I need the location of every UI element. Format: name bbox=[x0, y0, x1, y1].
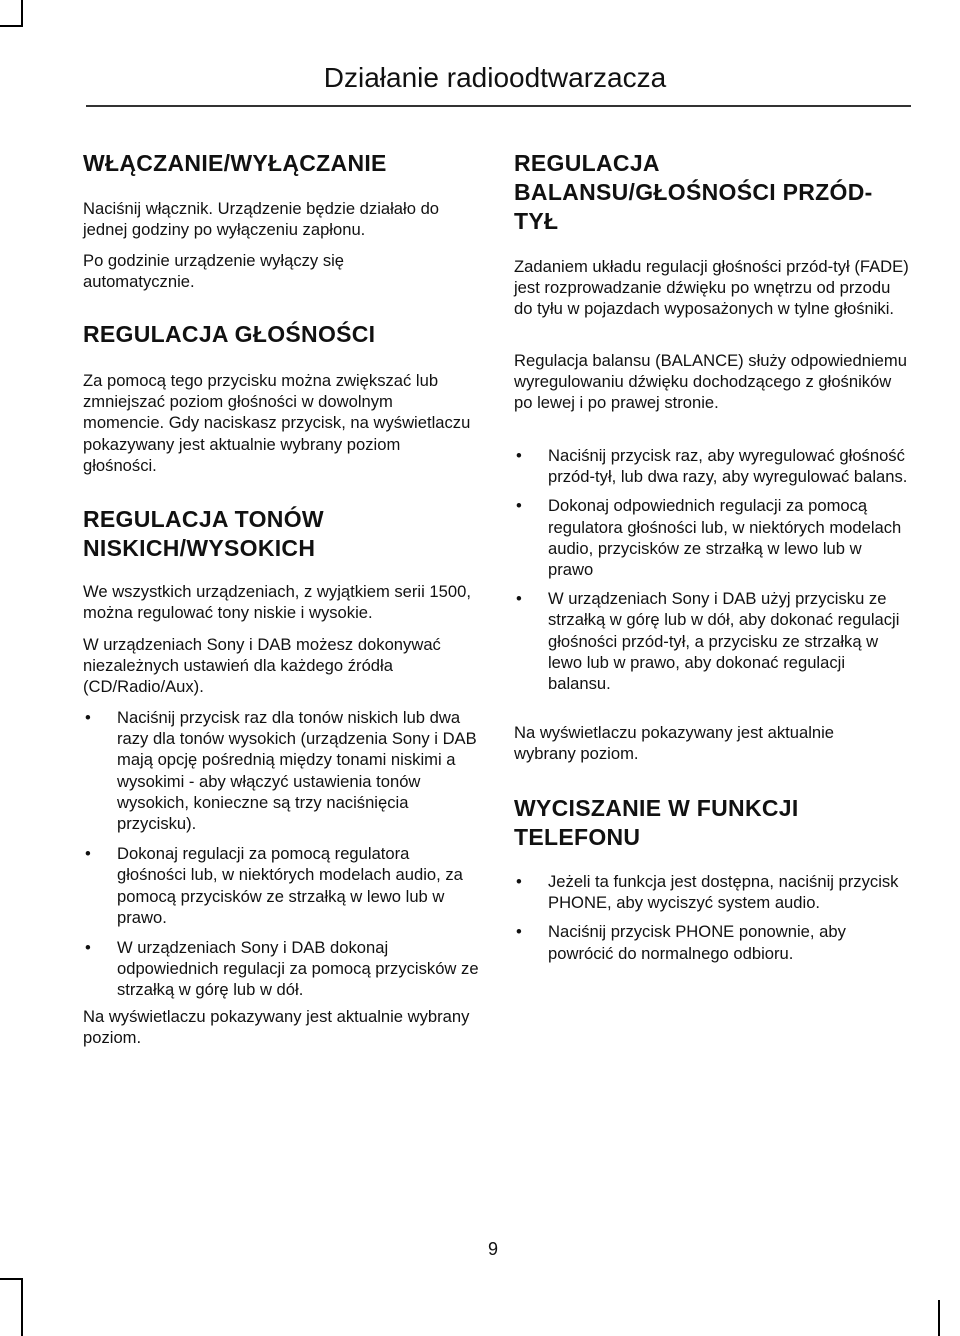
section-heading-volume: REGULACJA GŁOŚNOŚCI bbox=[83, 321, 376, 347]
list-item-text: Naciśnij przycisk raz dla tonów niskich lub dwa razy dla tonów wysokich (urządzenia Sony i DAB mają opcję pośrednią między tonami niskimi a wysokimi - aby włączyć ustawienia tonów wysokich, konieczne są trzy naciśnięcia przycisku). bbox=[117, 708, 477, 834]
section-heading-balance: REGULACJA BALANSU/GŁOŚNOŚCI PRZÓD-TYŁ bbox=[514, 150, 873, 234]
list-item-text: Dokonaj odpowiednich regulacji za pomocą regulatora głośności lub, w niektórych modelach audio, przycisków ze strzałką w lewo lub w prawo bbox=[548, 496, 902, 580]
list-item bbox=[83, 937, 483, 1001]
list-item bbox=[514, 588, 910, 694]
list-item bbox=[514, 921, 910, 963]
section-heading-mute: WYCISZANIE W FUNKCJI TELEFONU bbox=[514, 795, 799, 850]
section-heading-tones: REGULACJA TONÓW NISKICH/WYSOKICH bbox=[83, 506, 324, 561]
list-item-text: Naciśnij przycisk PHONE ponownie, aby powrócić do normalnego odbioru. bbox=[548, 922, 846, 963]
bullet-icon: • bbox=[85, 844, 91, 864]
crop-mark-bottom-right-vertical bbox=[938, 1300, 940, 1336]
bullet-icon: • bbox=[516, 496, 522, 516]
tones-bullet-list bbox=[83, 707, 483, 1001]
header-divider bbox=[86, 105, 911, 107]
bullet-icon: • bbox=[85, 938, 91, 958]
list-item bbox=[514, 495, 910, 580]
list-item-text: W urządzeniach Sony i DAB dokonaj odpowiednich regulacji za pomocą przycisków ze strzałką w górę lub w dół. bbox=[117, 938, 479, 1000]
balance-bullet-list bbox=[514, 445, 910, 694]
list-item bbox=[83, 707, 483, 834]
bullet-icon: • bbox=[516, 589, 522, 609]
paragraph-power-1: Naciśnij włącznik. Urządzenie będzie działało do jednej godziny po wyłączeniu zapłonu. bbox=[83, 199, 440, 240]
page-number: 9 bbox=[487, 1239, 498, 1259]
bullet-icon: • bbox=[516, 446, 522, 465]
crop-mark-top-left-horizontal bbox=[0, 25, 23, 27]
paragraph-power-2: Po godzinie urządzenie wyłączy się automatycznie. bbox=[83, 251, 345, 292]
paragraph-volume-1: Za pomocą tego przycisku można zwiększać lub zmniejszać poziom głośności w dowolnym momencie. Gdy naciskasz przycisk, na wyświetlaczu pokazywany jest aktualnie wybrany poziom głośności. bbox=[83, 371, 471, 475]
mute-bullet-list bbox=[514, 871, 910, 964]
page-title: Działanie radioodtwarzacza bbox=[323, 62, 667, 93]
list-item bbox=[514, 445, 910, 487]
list-item-text: W urządzeniach Sony i DAB użyj przycisku ze strzałką w górę lub w dół, aby dokonać regulacji głośności przód-tył, a przycisku ze strzałką w lewo lub w prawo, aby dokonać regulacji balansu. bbox=[548, 589, 900, 694]
bullet-icon: • bbox=[85, 708, 91, 727]
list-item bbox=[514, 871, 910, 913]
paragraph-balance-1: Zadaniem układu regulacji głośności przód-tył (FADE) jest rozprowadzanie dźwięku po wnętrzu od przodu do tyłu w pojazdach wyposażonych w tylne głośniki. bbox=[514, 257, 909, 319]
list-item bbox=[83, 843, 483, 928]
paragraph-tones-1: We wszystkich urządzeniach, z wyjątkiem serii 1500, można regulować tony niskie i wysokie. bbox=[83, 582, 471, 623]
crop-mark-top-left-vertical bbox=[21, 0, 23, 27]
paragraph-balance-3: Na wyświetlaczu pokazywany jest aktualnie wybrany poziom. bbox=[514, 723, 835, 764]
paragraph-tones-3: Na wyświetlaczu pokazywany jest aktualnie wybrany poziom. bbox=[83, 1007, 470, 1048]
list-item-text: Naciśnij przycisk raz, aby wyregulować głośność przód-tył, lub dwa razy, aby wyregulować balans. bbox=[548, 446, 908, 487]
list-item-text: Dokonaj regulacji za pomocą regulatora głośności lub, w niektórych modelach audio, za pomocą przycisków ze strzałką w lewo lub w prawo. bbox=[117, 844, 463, 927]
list-item-text: Jeżeli ta funkcja jest dostępna, naciśnij przycisk PHONE, aby wyciszyć system audio. bbox=[548, 872, 899, 913]
bullet-icon: • bbox=[516, 872, 522, 891]
section-heading-power: WŁĄCZANIE/WYŁĄCZANIE bbox=[83, 150, 387, 176]
crop-mark-bottom-left-horizontal bbox=[0, 1278, 23, 1280]
crop-mark-bottom-left-vertical bbox=[21, 1278, 23, 1336]
paragraph-balance-2: Regulacja balansu (BALANCE) służy odpowiedniemu wyregulowaniu dźwięku dochodzącego z głośników po lewej i po prawej stronie. bbox=[514, 351, 907, 413]
bullet-icon: • bbox=[516, 922, 522, 942]
paragraph-tones-2: W urządzeniach Sony i DAB możesz dokonywać niezależnych ustawień dla każdego źródła (CD/Radio/Aux). bbox=[83, 635, 441, 697]
